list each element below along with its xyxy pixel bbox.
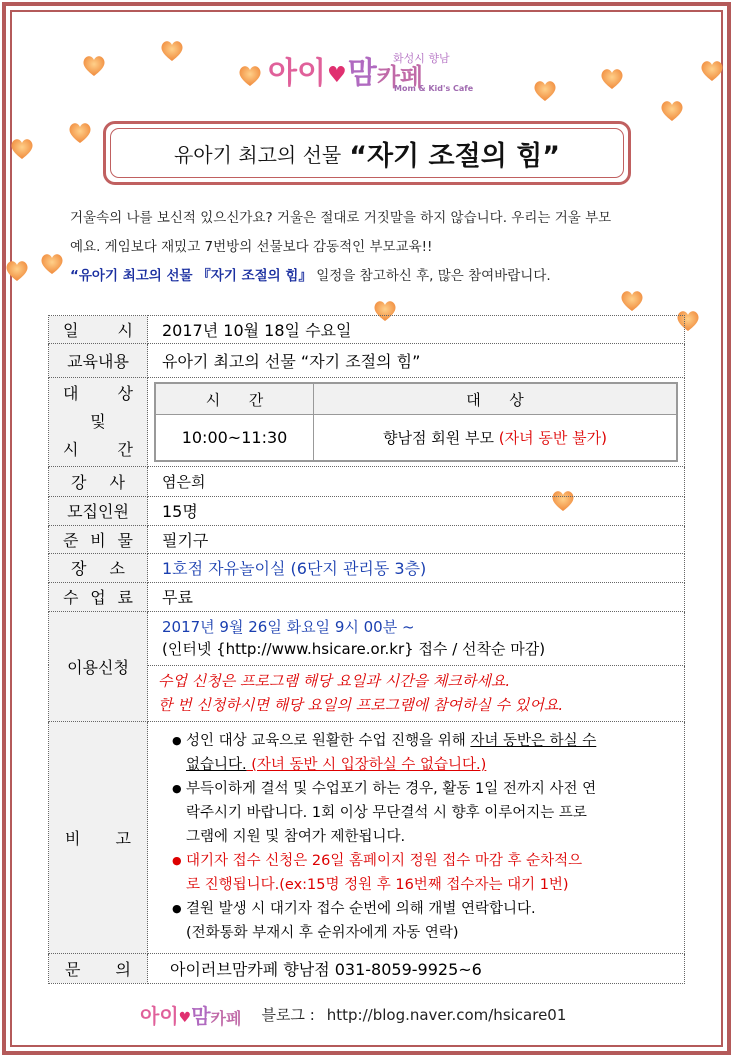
course-value: 유아기 최고의 선물 “자기 조절의 힘” bbox=[148, 344, 685, 378]
row-place bbox=[49, 553, 685, 582]
lecturer-label: 강 사 bbox=[49, 466, 148, 496]
contact-label: 문 의 bbox=[49, 953, 148, 983]
note-item: ● 결원 발생 시 대기자 접수 순번에 의해 개별 연락합니다. (전화통화 부재시 후 순위자에게 자동 연락) bbox=[186, 897, 670, 945]
title-box bbox=[103, 121, 631, 185]
course-label: 교육내용 bbox=[49, 344, 148, 378]
prep-value: 필기구 bbox=[148, 525, 685, 553]
heart-icon bbox=[620, 290, 644, 312]
info-table bbox=[48, 315, 685, 984]
row-fee bbox=[49, 582, 685, 611]
fee-label: 수 업 료 bbox=[49, 582, 148, 611]
fee-value: 무료 bbox=[148, 582, 685, 611]
note-item: ● 부득이하게 결석 및 수업포기 하는 경우, 활동 1일 전까지 사전 연 락주시기 바랍니다. 1회 이상 무단결석 시 향후 이루어지는 프로 그램에 지원 및 참여가 제한됩니다. bbox=[186, 777, 670, 849]
heart-icon bbox=[5, 260, 29, 282]
footer bbox=[140, 1000, 566, 1029]
heart-icon bbox=[82, 55, 106, 77]
row-apply-1 bbox=[49, 611, 685, 665]
schedule-head-target: 대 상 bbox=[314, 383, 678, 415]
place-label: 장 소 bbox=[49, 553, 148, 582]
blog-label: 블로그 : bbox=[261, 1006, 315, 1024]
heart-icon bbox=[600, 68, 624, 90]
intro-line-2: 예요. 게임보다 재밌고 7번방의 선물보다 감동적인 부모교육!! bbox=[70, 239, 433, 255]
date-value: 2017년 10월 18일 수요일 bbox=[148, 316, 685, 344]
target-label: 대 상 및 시 간 bbox=[49, 378, 148, 467]
heart-icon bbox=[238, 65, 262, 87]
schedule-target: 향남점 회원 부모 (자녀 동반 불가) bbox=[314, 415, 678, 461]
logo-brand-a: 아이 bbox=[268, 56, 326, 91]
contact-value: 아이러브맘카페 향남점 031-8059-9925~6 bbox=[148, 953, 685, 983]
target-cell bbox=[148, 378, 685, 467]
row-prep bbox=[49, 525, 685, 553]
title-big: “자기 조절의 힘” bbox=[349, 140, 561, 172]
footer-logo: 아이 ♥ 맘 카페 bbox=[140, 1004, 242, 1028]
logo-heart-icon: ♥ bbox=[326, 63, 347, 88]
row-date bbox=[49, 316, 685, 344]
note-item: ● 성인 대상 교육으로 원활한 수업 진행을 위해 자녀 동반은 하실 수 없습니다. (자녀 동반 시 입장하실 수 없습니다.) bbox=[186, 729, 670, 777]
apply-warning: 수업 신청은 프로그램 해당 요일과 시간을 체크하세요. 한 번 신청하시면 해당 요일의 프로그램에 참여하실 수 있어요. bbox=[148, 665, 685, 721]
schedule-head-time: 시 간 bbox=[155, 383, 314, 415]
heart-icon bbox=[700, 60, 724, 82]
row-lecturer bbox=[49, 466, 685, 496]
notes-cell bbox=[148, 721, 685, 953]
apply-label: 이용신청 bbox=[49, 611, 148, 721]
apply-period: 2017년 9월 26일 화요일 9시 00분 ~ (인터넷 {http://www.hsicare.or.kr} 접수 / 선착순 마감) bbox=[148, 611, 685, 665]
row-target bbox=[49, 378, 685, 467]
heart-icon bbox=[660, 100, 684, 122]
heart-icon bbox=[68, 122, 92, 144]
logo-brand-c: 카페 bbox=[376, 63, 424, 91]
prep-label: 준 비 물 bbox=[49, 525, 148, 553]
logo-sub-tagline: Mom & Kid's Cafe bbox=[394, 84, 474, 93]
capacity-label: 모집인원 bbox=[49, 496, 148, 525]
row-capacity bbox=[49, 496, 685, 525]
row-contact bbox=[49, 953, 685, 983]
notes-label: 비 고 bbox=[49, 721, 148, 953]
capacity-value: 15명 bbox=[148, 496, 685, 525]
intro-line-3-rest: 일정을 참고하신 후, 많은 참여바랍니다. bbox=[311, 268, 551, 284]
note-item: ● 대기자 접수 신청은 26일 홈페이지 정원 접수 마감 후 순차적으 로 진행됩니다.(ex:15명 정원 후 16번째 접수자는 대기 1번) bbox=[186, 849, 670, 897]
date-label: 일 시 bbox=[49, 316, 148, 344]
intro-text bbox=[70, 204, 680, 291]
place-value: 1호점 자유놀이실 (6단지 관리동 3층) bbox=[148, 553, 685, 582]
intro-line-1: 거울속의 나를 보신적 있으신가요? 거울은 절대로 거짓말을 하지 않습니다. 우리는 거울 부모 bbox=[70, 210, 612, 226]
heart-icon bbox=[160, 40, 184, 62]
intro-line-3 bbox=[70, 262, 680, 291]
title-small: 유아기 최고의 선물 bbox=[173, 142, 342, 167]
lecturer-value: 염은희 bbox=[148, 466, 685, 496]
footer-logo-heart-icon: ♥ bbox=[178, 1010, 192, 1026]
schedule-time: 10:00~11:30 bbox=[155, 415, 314, 461]
heart-icon bbox=[40, 253, 64, 275]
heart-icon bbox=[533, 80, 557, 102]
logo-brand-b: 맘 bbox=[347, 56, 377, 91]
intro-highlight: “유아기 최고의 선물 『자기 조절의 힘』 bbox=[70, 268, 312, 284]
row-notes bbox=[49, 721, 685, 953]
schedule-table bbox=[154, 382, 678, 462]
row-course bbox=[49, 344, 685, 378]
blog-link[interactable]: http://blog.naver.com/hsicare01 bbox=[326, 1005, 567, 1024]
logo-top-tagline: 화성시 향남 bbox=[393, 52, 450, 65]
heart-icon bbox=[10, 138, 34, 160]
